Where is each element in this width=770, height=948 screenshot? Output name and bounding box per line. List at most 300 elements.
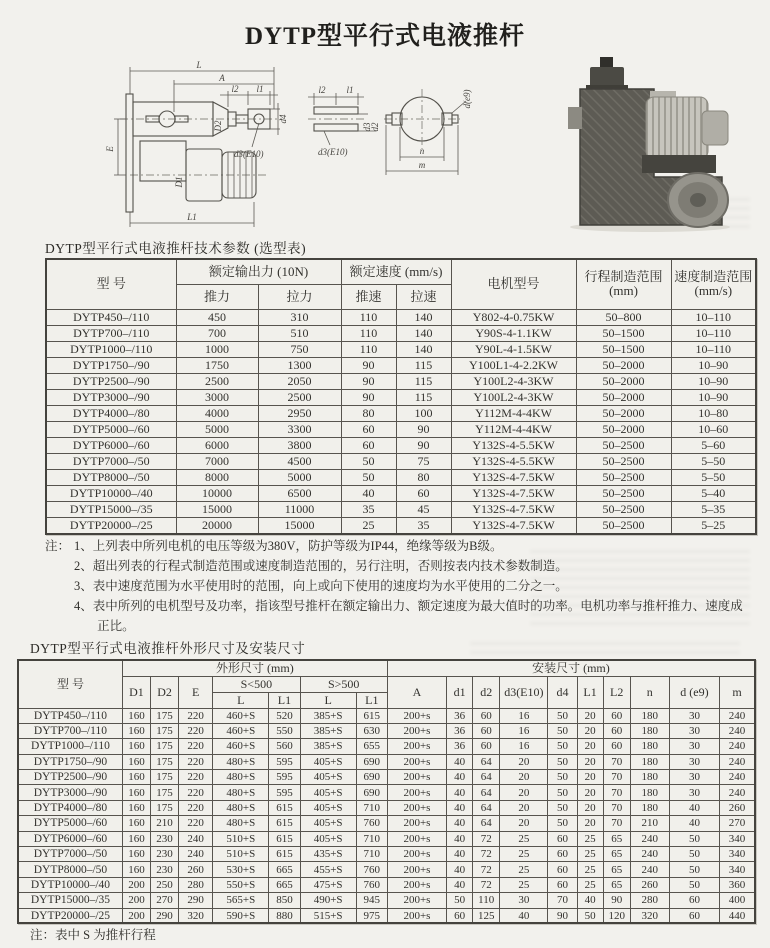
table-cell: DYTP15000–/35 [46,501,176,517]
table-cell: 2500 [258,389,341,405]
col-L1: L1 [577,676,603,708]
table-row [46,325,756,341]
table-cell: 435+S [300,847,356,862]
table-cell: 405+S [300,816,356,831]
table-cell: DYTP15000–/35 [18,893,122,908]
col-model: 型 号 [18,660,122,708]
table-cell: 110 [473,893,500,908]
col-group-rated-force: 额定输出力 (10N) [176,259,341,284]
technical-drawing [82,57,542,237]
table-cell: 160 [122,739,150,754]
col-motor-model: 电机型号 [451,259,576,309]
table-row [46,453,756,469]
table-row [46,501,756,517]
table-cell: 460+S [213,708,269,723]
table-row [46,405,756,421]
table-cell: 50–2500 [576,437,671,453]
table-cell: 385+S [300,708,356,723]
table-cell: 110 [341,309,396,325]
table-cell: Y132S-4-7.5KW [451,469,576,485]
table-cell: 60 [447,908,473,923]
table-cell: 200+s [387,893,446,908]
stroke-range-line2: (mm) [609,283,638,299]
table-cell: 60 [603,708,630,723]
spec-table [45,258,757,535]
col-model: 型 号 [46,259,176,309]
table-cell: 30 [669,723,719,738]
table-row [18,831,755,846]
table-cell: 115 [396,357,451,373]
table-cell: 590+S [213,908,269,923]
table-cell: 50 [548,816,577,831]
table-cell: DYTP2500–/90 [18,770,122,785]
table-cell: 450 [176,309,258,325]
table-cell: 60 [603,739,630,754]
svg-text:d4: d4 [278,114,288,124]
table-cell: 25 [577,862,603,877]
svg-text:d3(E10): d3(E10) [234,149,264,159]
table-cell: DYTP8000–/50 [18,862,122,877]
table-cell: 140 [396,325,451,341]
table-cell: 20 [500,754,548,769]
table-cell: 160 [122,800,150,815]
table-cell: 40 [447,877,473,892]
table-cell: 180 [630,800,669,815]
table-cell: 50–2000 [576,405,671,421]
table-cell: 10–90 [671,389,756,405]
table-cell: 200+s [387,754,446,769]
table-cell: Y132S-4-7.5KW [451,501,576,517]
table-cell: 64 [473,770,500,785]
table-cell: 200 [122,908,150,923]
table-cell: 25 [500,877,548,892]
table-cell: 40 [500,908,548,923]
svg-text:d3(E10): d3(E10) [318,147,348,157]
table-cell: DYTP20000–/25 [18,908,122,923]
table-cell: 700 [176,325,258,341]
table-cell: 220 [179,800,213,815]
table-cell: 240 [720,754,755,769]
col-D2: D2 [150,676,178,708]
table-cell: 50–1500 [576,325,671,341]
table-cell: 220 [179,723,213,738]
table-row [18,785,755,800]
table-cell: 25 [500,831,548,846]
table-cell: 11000 [258,501,341,517]
table-cell: 15000 [258,517,341,534]
table-cell: 175 [150,770,178,785]
table-cell: 50–2500 [576,453,671,469]
table-cell: 615 [356,708,387,723]
table-cell: 2500 [176,373,258,389]
table-cell: 110 [341,325,396,341]
table-cell: DYTP5000–/60 [46,421,176,437]
notes-prefix: 注： [45,539,71,553]
table-cell: 50 [548,708,577,723]
table-cell: 100 [396,405,451,421]
table-cell: 70 [603,785,630,800]
table-cell: Y132S-4-5.5KW [451,437,576,453]
table-cell: 80 [341,405,396,421]
svg-text:d2: d2 [370,122,380,132]
col-L2: L2 [603,676,630,708]
table-cell: 50 [341,469,396,485]
table-cell: 550 [269,723,300,738]
table-cell: 280 [630,893,669,908]
table-cell: Y132S-4-7.5KW [451,517,576,534]
table-cell: 90 [341,389,396,405]
table-cell: 8000 [176,469,258,485]
table-cell: 460+S [213,739,269,754]
table-cell: DYTP2500–/90 [46,373,176,389]
table-cell: 240 [630,831,669,846]
table-cell: 50 [548,754,577,769]
table-cell: 60 [548,847,577,862]
table-cell: 200+s [387,847,446,862]
table-cell: 90 [341,357,396,373]
table-cell: 710 [356,847,387,862]
col-group-s-lt-500: S<500 [213,676,300,692]
col-speed-range [671,259,756,309]
table-cell: 20 [577,785,603,800]
table-cell: Y112M-4-4KW [451,421,576,437]
table-cell: 515+S [300,908,356,923]
table-cell: DYTP700–/110 [18,723,122,738]
table-cell: 615 [269,800,300,815]
table-cell: 6500 [258,485,341,501]
table-cell: 40 [669,800,719,815]
speed-range-line1: 速度制造范围 [674,269,753,285]
table-cell: 60 [603,723,630,738]
table-cell: 50 [548,785,577,800]
table-row [46,373,756,389]
scan-artifact [470,636,740,654]
table-cell: 340 [720,862,755,877]
col-L-gt: L [300,692,356,708]
table-cell: DYTP20000–/25 [46,517,176,534]
table-cell: 50 [447,893,473,908]
table-row [46,389,756,405]
table-cell: 440 [720,908,755,923]
table-cell: 25 [500,862,548,877]
table-cell: 160 [122,816,150,831]
table-cell: 200 [122,893,150,908]
table-cell: 510+S [213,831,269,846]
table-cell: 20 [577,754,603,769]
svg-text:d(e9): d(e9) [462,89,472,109]
table-cell: DYTP6000–/60 [18,831,122,846]
col-pull-speed: 拉速 [396,284,451,309]
table-cell: 25 [500,847,548,862]
table-cell: 180 [630,739,669,754]
table-cell: 60 [548,862,577,877]
table-cell: 50–2500 [576,501,671,517]
table-cell: 50 [341,453,396,469]
table-cell: 595 [269,770,300,785]
table-cell: 20 [500,816,548,831]
table-cell: 40 [669,816,719,831]
table-cell: 3000 [176,389,258,405]
table-cell: 280 [179,877,213,892]
table-cell: 20 [577,739,603,754]
table-cell: 230 [150,831,178,846]
table-cell: 60 [548,877,577,892]
table-cell: 530+S [213,862,269,877]
col-stroke-range [576,259,671,309]
col-group-s-gt-500: S>500 [300,676,387,692]
table-cell: 480+S [213,816,269,831]
col-group-outline: 外形尺寸 (mm) [122,660,387,676]
table-cell: 510 [258,325,341,341]
table-cell: 50 [548,739,577,754]
table-cell: DYTP5000–/60 [18,816,122,831]
table-cell: 200+s [387,708,446,723]
table-cell: 50 [669,847,719,862]
table-cell: 10–110 [671,325,756,341]
col-D1: D1 [122,676,150,708]
table-cell: 175 [150,723,178,738]
svg-text:l1: l1 [256,84,264,94]
figure-row [0,55,770,237]
table-cell: 25 [577,831,603,846]
table-cell: 220 [179,754,213,769]
table-cell: 200+s [387,723,446,738]
table-row [46,485,756,501]
table-cell: 3800 [258,437,341,453]
table-cell: 40 [447,831,473,846]
table-cell: DYTP4000–/80 [46,405,176,421]
notes-block [45,536,747,636]
table-cell: 30 [669,785,719,800]
table-cell: 65 [603,847,630,862]
table-cell: DYTP7000–/50 [46,453,176,469]
table-cell: 200+s [387,816,446,831]
svg-text:L1: L1 [187,212,197,222]
table-cell: 200+s [387,800,446,815]
svg-text:L: L [196,60,202,70]
table-cell: 460+S [213,723,269,738]
table-cell: DYTP1750–/90 [18,754,122,769]
table-cell: 200+s [387,908,446,923]
table-cell: 70 [603,816,630,831]
table-cell: 160 [122,723,150,738]
table-cell: 60 [548,831,577,846]
table-cell: 240 [630,862,669,877]
table-cell: 5–25 [671,517,756,534]
note-item: 2、超出列表的行程式制造范围或速度制造范围的，另行注明，否则按表内技术参数制造。 [74,559,568,573]
table-cell: 320 [179,908,213,923]
table-cell: 72 [473,862,500,877]
svg-text:n: n [419,146,425,156]
table-cell: 60 [473,723,500,738]
table-cell: 850 [269,893,300,908]
table-row [18,754,755,769]
table-cell: 175 [150,800,178,815]
table-cell: 710 [356,831,387,846]
table-cell: 20 [577,723,603,738]
table-cell: 240 [720,770,755,785]
table-cell: 70 [548,893,577,908]
table-row [46,517,756,534]
table-cell: 35 [396,517,451,534]
svg-text:E: E [105,146,115,152]
table-cell: 72 [473,831,500,846]
table-cell: 220 [179,770,213,785]
note-item: 3、表中速度范围为水平使用时的范围，向上或向下使用的速度均为水平使用的二分之一。 [74,579,568,593]
table-cell: 1750 [176,357,258,373]
table-cell: Y112M-4-4KW [451,405,576,421]
table-cell: 40 [447,800,473,815]
table-row [18,800,755,815]
table-cell: DYTP3000–/90 [46,389,176,405]
table-cell: 200+s [387,770,446,785]
table-row [18,877,755,892]
table-cell: 10–110 [671,341,756,357]
table-row [46,469,756,485]
table-cell: 880 [269,908,300,923]
table-cell: 5–60 [671,437,756,453]
table-cell: 20 [500,800,548,815]
table-cell: 50–1500 [576,341,671,357]
table-cell: 690 [356,754,387,769]
table-cell: 36 [447,739,473,754]
table-cell: 20 [577,800,603,815]
table-cell: 50 [669,862,719,877]
table-cell: 175 [150,754,178,769]
table-cell: 36 [447,708,473,723]
col-d1: d1 [447,676,473,708]
table-cell: 655 [356,739,387,754]
table-cell: DYTP450–/110 [18,708,122,723]
table-cell: 210 [630,816,669,831]
col-L1-gt: L1 [356,692,387,708]
table-cell: 630 [356,723,387,738]
table-cell: Y100L1-4-2.2KW [451,357,576,373]
dimension-table-header [18,660,755,708]
table-cell: 50 [548,723,577,738]
notes-list [74,536,747,636]
table-cell: DYTP8000–/50 [46,469,176,485]
table-cell: 20 [577,770,603,785]
table-cell: 60 [341,437,396,453]
table-cell: 240 [720,723,755,738]
table-cell: 10000 [176,485,258,501]
svg-text:d3: d3 [362,122,372,132]
table-cell: 70 [603,770,630,785]
table-cell: 20 [577,816,603,831]
table-cell: 20 [500,770,548,785]
table-row [18,770,755,785]
table-cell: 405+S [300,785,356,800]
col-group-rated-speed: 额定速度 (mm/s) [341,259,451,284]
table-cell: 180 [630,785,669,800]
table-cell: 90 [396,437,451,453]
table-cell: 550+S [213,877,269,892]
table-cell: 175 [150,785,178,800]
table-cell: 260 [630,877,669,892]
table-cell: 70 [603,800,630,815]
table-cell: 30 [500,893,548,908]
table-cell: 5000 [258,469,341,485]
svg-text:l2: l2 [318,85,326,95]
table-cell: 160 [122,754,150,769]
table-cell: 750 [258,341,341,357]
table-cell: 210 [150,816,178,831]
page-title: DYTP型平行式电液推杆 [244,23,526,50]
table-cell: DYTP10000–/40 [46,485,176,501]
table-row [46,357,756,373]
table-cell: DYTP4000–/80 [18,800,122,815]
table-cell: 710 [356,800,387,815]
col-A: A [387,676,446,708]
table-cell: 250 [150,877,178,892]
table-cell: 50–2000 [576,357,671,373]
table-cell: 160 [122,831,150,846]
table-cell: DYTP10000–/40 [18,877,122,892]
table-cell: 595 [269,785,300,800]
table-cell: 64 [473,800,500,815]
table-cell: 50 [548,800,577,815]
table-cell: 65 [603,831,630,846]
table-cell: 5–50 [671,469,756,485]
table-cell: 50–2000 [576,421,671,437]
table-cell: 10–80 [671,405,756,421]
table-row [46,421,756,437]
table-cell: 975 [356,908,387,923]
table-cell: 80 [396,469,451,485]
table-cell: 50–800 [576,309,671,325]
table-cell: 230 [150,862,178,877]
table-cell: 310 [258,309,341,325]
product-photo [550,55,762,235]
table-row [18,816,755,831]
table-cell: 690 [356,770,387,785]
table-cell: 175 [150,739,178,754]
col-pull-force: 拉力 [258,284,341,309]
table-cell: Y100L2-4-3KW [451,373,576,389]
section1-title: DYTP型平行式电液推杆技术参数 (选型表) [45,241,307,256]
table-cell: 400 [720,893,755,908]
table-cell: 36 [447,723,473,738]
table-cell: DYTP1000–/110 [46,341,176,357]
table-cell: Y132S-4-5.5KW [451,453,576,469]
table-cell: 4500 [258,453,341,469]
table-row [18,862,755,877]
table-cell: 60 [669,893,719,908]
table-cell: 240 [720,739,755,754]
svg-text:A: A [219,73,225,83]
col-push-speed: 推速 [341,284,396,309]
table-cell: 385+S [300,739,356,754]
table-cell: 35 [341,501,396,517]
table-cell: 690 [356,785,387,800]
col-E: E [179,676,213,708]
table-cell: 240 [720,785,755,800]
table-cell: 200+s [387,831,446,846]
table-cell: DYTP700–/110 [46,325,176,341]
svg-text:l1: l1 [346,85,354,95]
table-cell: 25 [341,517,396,534]
table-cell: Y100L2-4-3KW [451,389,576,405]
table-cell: Y802-4-0.75KW [451,309,576,325]
table-cell: 60 [669,908,719,923]
table-cell: DYTP6000–/60 [46,437,176,453]
table-cell: 4000 [176,405,258,421]
table-cell: 30 [669,708,719,723]
table-cell: 5–35 [671,501,756,517]
table-cell: 40 [341,485,396,501]
table-cell: 6000 [176,437,258,453]
